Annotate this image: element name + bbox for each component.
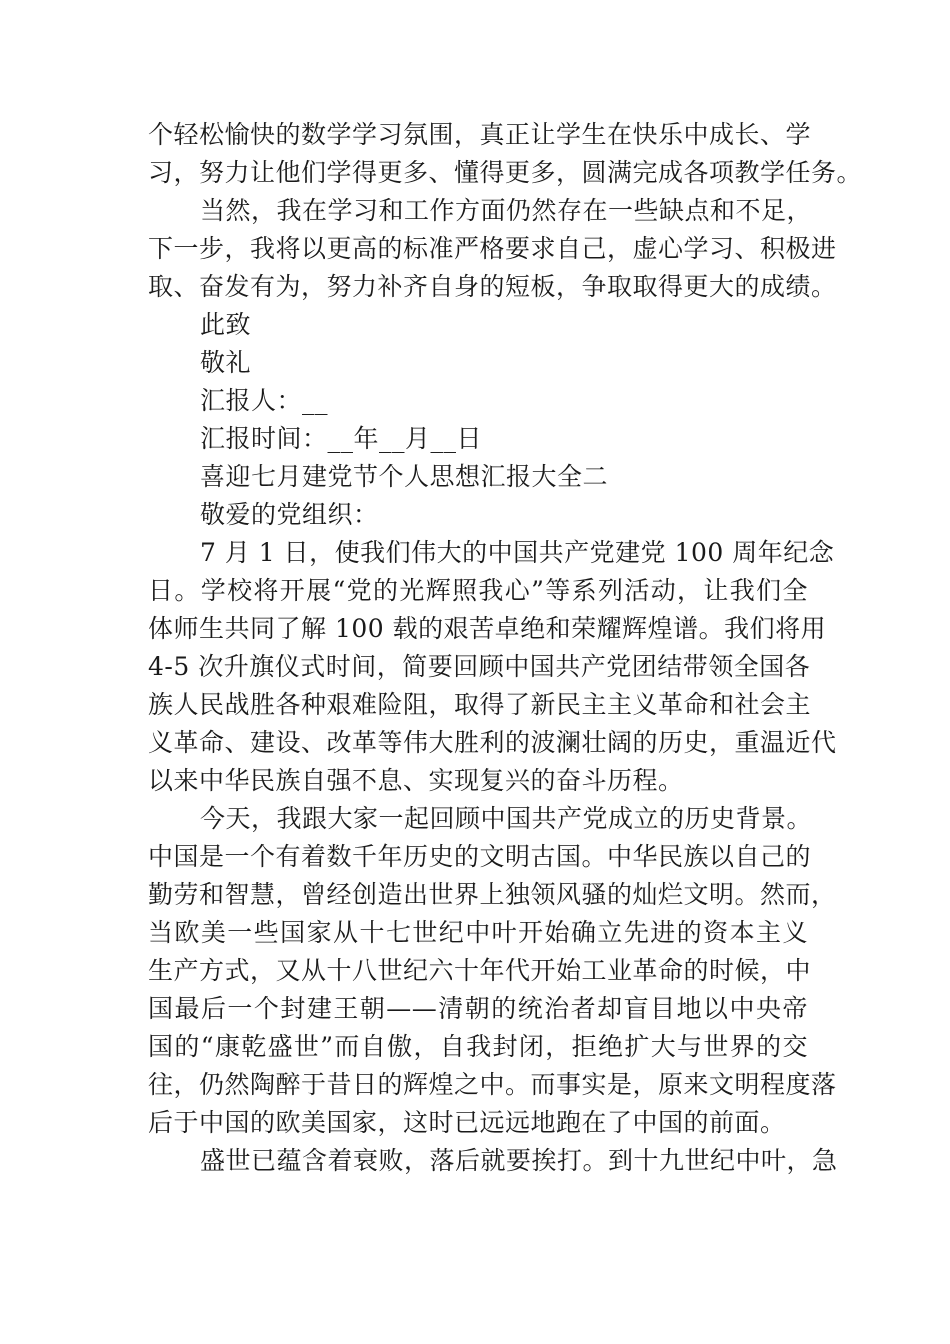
text-line: 国最后一个封建王朝——清朝的统治者却盲目地以中央帝: [148, 994, 808, 1023]
text-line: 敬爱的党组织：: [200, 500, 379, 529]
text-line: 盛世已蕴含着衰败，落后就要挨打。到十九世纪中叶，急: [200, 1146, 838, 1175]
text-line: 4-5 次升旗仪式时间，简要回顾中国共产党团结带领全国各: [148, 652, 811, 681]
text-line: 汇报时间：__年__月__日: [200, 424, 483, 453]
text-line: 义革命、建设、改革等伟大胜利的波澜壮阔的历史，重温近代: [148, 728, 837, 757]
text-line: 日。学校将开展“党的光辉照我心”等系列活动，让我们全: [148, 576, 808, 605]
text-line: 敬礼: [200, 348, 252, 377]
text-line: 今天，我跟大家一起回顾中国共产党成立的历史背景。: [200, 804, 813, 833]
text-line: 生产方式，又从十八世纪六十年代开始工业革命的时候，中: [148, 956, 812, 985]
text-line: 国的“康乾盛世”而自傲，自我封闭，拒绝扩大与世界的交: [148, 1032, 808, 1061]
text-line: 当欧美一些国家从十七世纪中叶开始确立先进的资本主义: [148, 918, 808, 947]
text-line: 以来中华民族自强不息、实现复兴的奋斗历程。: [148, 766, 684, 795]
text-line: 7 月 1 日，使我们伟大的中国共产党建党 100 周年纪念: [200, 538, 835, 567]
text-line: 此致: [200, 310, 252, 339]
text-line: 体师生共同了解 100 载的艰苦卓绝和荣耀辉煌谱。我们将用: [148, 614, 827, 643]
text-line: 喜迎七月建党节个人思想汇报大全二: [200, 462, 609, 491]
text-line: 后于中国的欧美国家，这时已远远地跑在了中国的前面。: [148, 1108, 786, 1137]
text-line: 下一步，我将以更高的标准严格要求自己，虚心学习、积极进: [148, 234, 837, 263]
text-line: 中国是一个有着数千年历史的文明古国。中华民族以自己的: [148, 842, 812, 871]
text-line: 往，仍然陶醉于昔日的辉煌之中。而事实是，原来文明程度落: [148, 1070, 837, 1099]
text-line: 汇报人：__: [200, 386, 329, 415]
text-line: 取、奋发有为，努力补齐自身的短板，争取取得更大的成绩。: [148, 272, 837, 301]
text-line: 个轻松愉快的数学学习氛围，真正让学生在快乐中成长、学: [148, 120, 812, 149]
text-line: 当然，我在学习和工作方面仍然存在一些缺点和不足，: [200, 196, 813, 225]
text-line: 习，努力让他们学得更多、懂得更多，圆满完成各项教学任务。: [148, 158, 863, 187]
document-body: [148, 116, 863, 1180]
text-line: 族人民战胜各种艰难险阻，取得了新民主主义革命和社会主: [148, 690, 812, 719]
text-line: 勤劳和智慧，曾经创造出世界上独领风骚的灿烂文明。然而，: [148, 880, 837, 909]
